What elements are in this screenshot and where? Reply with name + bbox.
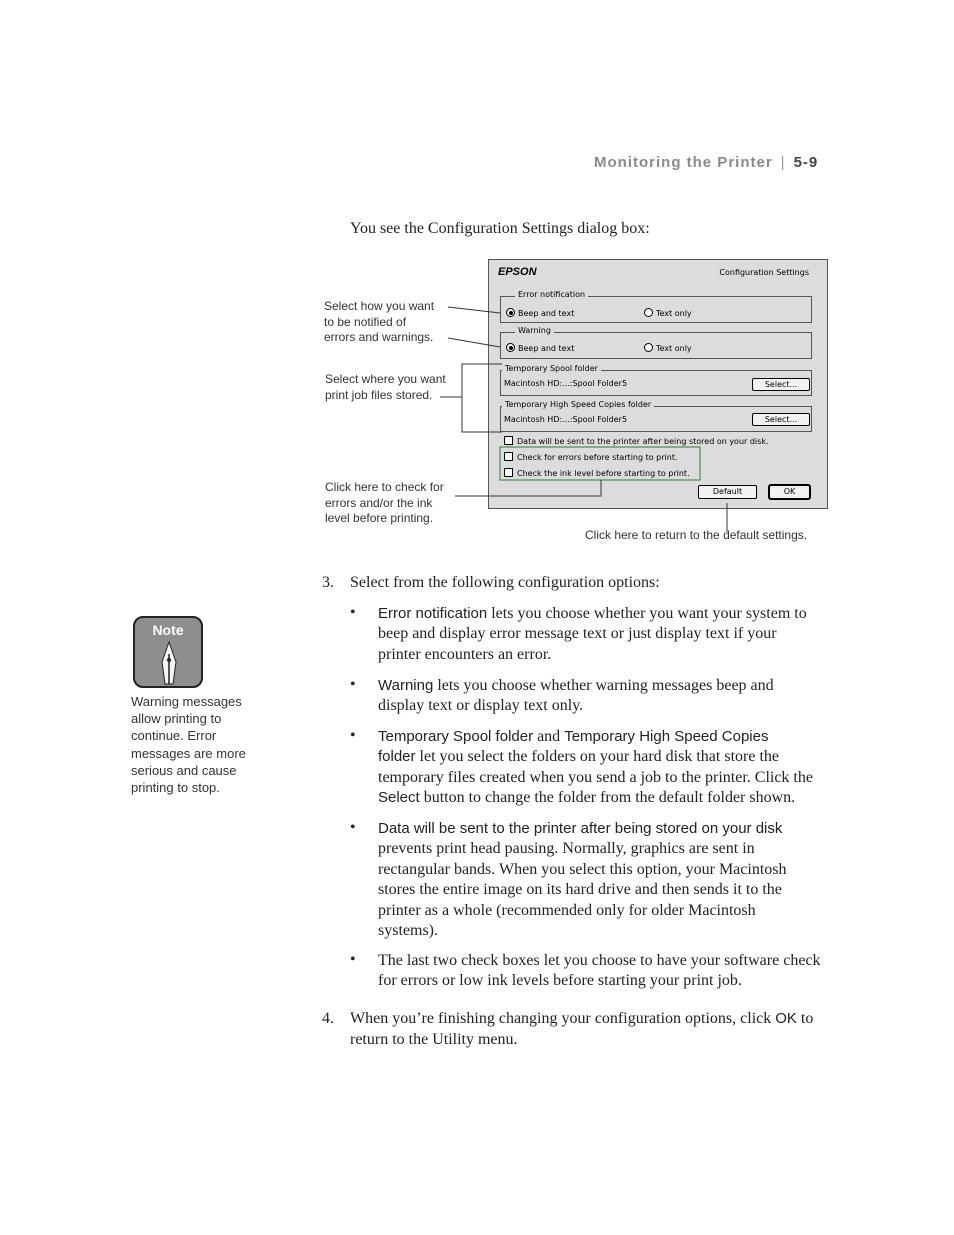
section-title: Monitoring the Printer [594, 154, 773, 171]
step-3-text: Select from the following configuration options: [350, 574, 660, 591]
ok-button[interactable]: OK [768, 484, 811, 500]
page-number: 5-9 [793, 154, 819, 171]
callout-notify: Select how you want to be notified of errors and warnings. [324, 299, 435, 344]
bullet-marker: • [350, 951, 356, 968]
bullet-warning: Warning lets you choose whether warning messages beep and display text or display text only. [378, 677, 774, 715]
callout-check: Click here to check for errors and/or the ink level before printing. [325, 480, 444, 525]
bullet-marker: • [350, 676, 356, 693]
intro-text: You see the Configuration Settings dialog box: [350, 220, 650, 237]
note-text: Warning messages allow printing to continue. Error messages are more serious and cause printing to stop. [131, 694, 246, 796]
note-icon [133, 616, 203, 688]
group-label: Temporary Spool folder [502, 364, 601, 373]
spool-select-button[interactable]: Select... [752, 378, 810, 391]
step-3-number: 3. [322, 574, 334, 591]
check-ink-level-checkbox[interactable]: Check the ink level before starting to print. [504, 468, 690, 478]
bullet-temporary-folders: Temporary Spool folder and Temporary High Speed Copies folder let you select the folders on your hard disk that store the temporary files created when you send a job to the printer. Click the Select button to change the folder from the default folder shown. [378, 728, 813, 807]
bullet-last-checkboxes: The last two check boxes let you choose to have your software check for errors or low ink levels before starting your print job. [378, 952, 821, 990]
callout-default: Click here to return to the default settings. [585, 528, 808, 542]
epson-logo: EPSON [498, 266, 537, 278]
high-speed-folder-path: Macintosh HD:...:Spool Folder5 [504, 415, 628, 424]
bullet-data-sent: Data will be sent to the printer after being stored on your disk prevents print head pausing. Normally, graphics are sent in rectangular bands. When you select this option, your Macintosh stores the entire image on its hard drive and then sends it to the printer as a whole (recommended only for older Macintosh systems). [378, 820, 787, 940]
dialog-title: Configuration Settings [719, 268, 809, 277]
bullet-marker: • [350, 727, 356, 744]
check-errors-checkbox[interactable]: Check for errors before starting to print. [504, 452, 678, 462]
step-4-number: 4. [322, 1010, 334, 1027]
error-beep-radio[interactable]: Beep and text [506, 308, 574, 318]
warning-text-only-radio[interactable]: Text only [644, 343, 692, 353]
warning-beep-radio[interactable]: Beep and text [506, 343, 574, 353]
default-button[interactable]: Default [698, 485, 757, 499]
error-text-only-radio[interactable]: Text only [644, 308, 692, 318]
data-sent-after-stored-checkbox[interactable]: Data will be sent to the printer after being stored on your disk. [504, 436, 769, 446]
group-label: Temporary High Speed Copies folder [502, 400, 654, 409]
spool-folder-path: Macintosh HD:...:Spool Folder5 [504, 379, 628, 388]
bullet-marker: • [350, 604, 356, 621]
pen-nib-icon [157, 640, 181, 686]
step-4-text: When you’re finishing changing your configuration options, click OK to return to the Utility menu. [350, 1010, 814, 1048]
callout-folders: Select where you want print job files stored. [325, 372, 446, 402]
bullet-error-notification: Error notification lets you choose whether you want your system to beep and display error message text or just display text if your printer encounters an error. [378, 605, 807, 663]
note-label: Note [152, 622, 184, 638]
header-separator: | [780, 154, 786, 171]
bullet-marker: • [350, 819, 356, 836]
group-label: Warning [515, 326, 554, 335]
group-label: Error notification [515, 290, 588, 299]
high-speed-select-button[interactable]: Select... [752, 413, 810, 426]
